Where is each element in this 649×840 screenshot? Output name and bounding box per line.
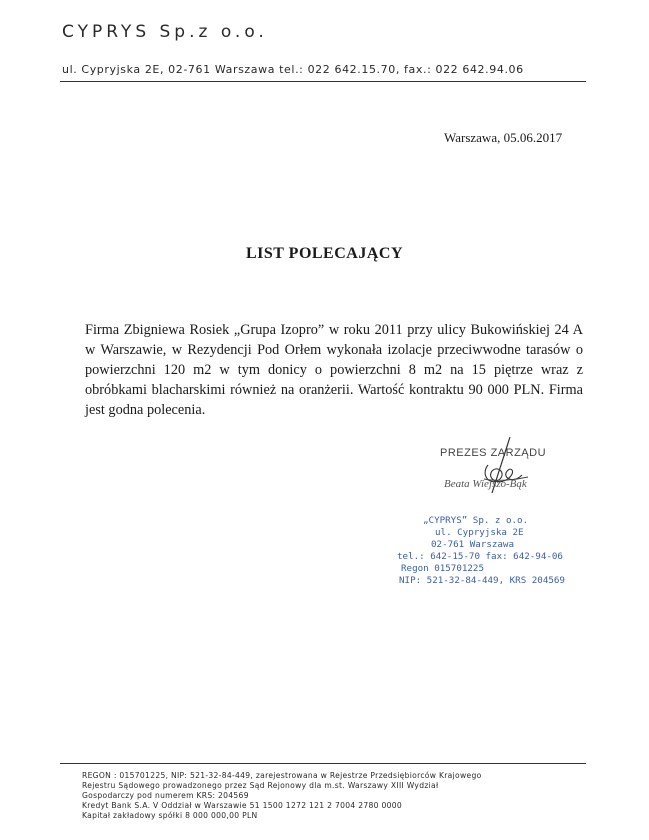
stamp-line: ul. Cypryjska 2E	[435, 527, 524, 538]
footer-line: Gospodarczy pod numerem KRS: 204569	[82, 791, 249, 800]
letter-body	[85, 320, 583, 420]
footer-line: Kapitał zakładowy spółki 8 000 000,00 PLN	[82, 811, 258, 820]
signatory-name: Beata Wiejszo-Bąk	[444, 478, 527, 490]
company-name: CYPRYS Sp.z o.o.	[62, 22, 268, 42]
body-line: jest godna polecenia.	[85, 402, 206, 418]
stamp-line: tel.: 642-15-70 fax: 642-94-06	[397, 551, 563, 562]
body-line: Firma Zbigniewa Rosiek „Grupa Izopro” w roku 2011 przy ulicy Bukowińskiej 24 A	[85, 322, 583, 338]
stamp-line: „CYPRYS” Sp. z o.o.	[423, 515, 529, 526]
footer-line: Rejestru Sądowego prowadzonego przez Sąd Rejonowy dla m.st. Warszawy XIII Wydział	[82, 781, 439, 790]
signatory-title: PREZES ZARZĄDU	[440, 447, 547, 459]
header-divider	[60, 81, 586, 82]
letter-title: LIST POLECAJĄCY	[245, 245, 403, 262]
footer-divider	[60, 763, 586, 764]
company-address: ul. Cypryjska 2E, 02-761 Warszawa tel.: 022 642.15.70, fax.: 022 642.94.06	[62, 63, 524, 76]
stamp-line: Regon 015701225	[401, 563, 484, 574]
stamp-line: NIP: 521-32-84-449, KRS 204569	[399, 575, 565, 586]
footer-line: REGON : 015701225, NIP: 521-32-84-449, zarejestrowana w Rejestrze Przedsiębiorców Krajowego	[82, 771, 482, 780]
stamp-line: 02-761 Warszawa	[431, 539, 514, 550]
footer-registration	[82, 771, 602, 821]
footer-line: Kredyt Bank S.A. V Oddział w Warszawie 51 1500 1272 121 2 7004 2780 0000	[82, 801, 403, 810]
body-line: w Warszawie, w Rezydencji Pod Orłem wykonała izolacje przeciwwodne tarasów o	[85, 342, 583, 358]
body-line: powierzchni 120 m2 w tym donicy o powierzchni 8 m2 na 15 piętrze wraz z	[85, 362, 583, 378]
company-stamp	[393, 515, 573, 587]
letter-date: Warszawa, 05.06.2017	[444, 130, 563, 145]
body-line: obróbkami blacharskimi również na oranżerii. Wartość kontraktu 90 000 PLN. Firma	[85, 382, 583, 398]
